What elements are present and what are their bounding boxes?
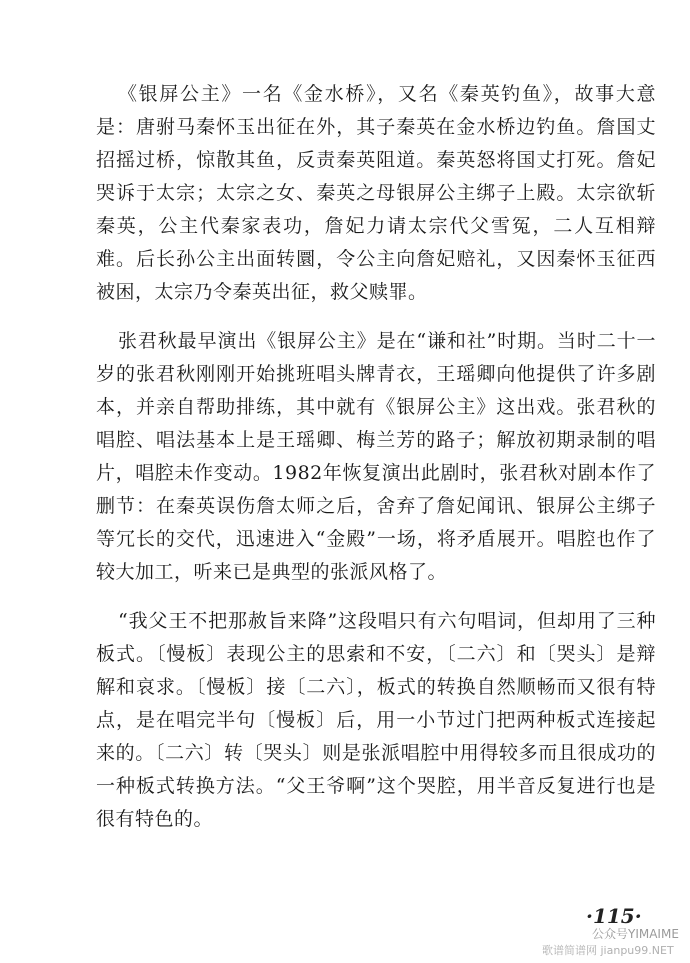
watermark-wechat: 公众号YIMAIME xyxy=(592,927,679,941)
watermark-site: 歌谱简谱网 jianpu99.NET xyxy=(542,944,674,957)
page-number: ·115· xyxy=(586,904,642,928)
paragraph-analysis: “我父王不把那赦旨来降”这段唱只有六句唱词，但却用了三种板式。〔慢板〕表现公主的思索和不安，〔二六〕和〔哭头〕是辩解和哀求。〔慢板〕接〔二六〕，板式的转换自然顺畅而又很有特点，是在唱完半句〔慢板〕后，用一小节过门把两种板式连接起来的。〔二六〕转〔哭头〕则是张派唱腔中用得较多而且很成功的一种板式转换方法。“父王爷啊”这个哭腔，用半音反复进行也是很有特色的。 xyxy=(96,610,656,830)
paragraph-synopsis: 《银屏公主》一名《金水桥》，又名《秦英钓鱼》，故事大意是：唐驸马秦怀玉出征在外，其子秦英在金水桥边钓鱼。詹国丈招摇过桥，惊散其鱼，反责秦英阻道。秦英怒将国丈打死。詹妃哭诉于太宗；太宗之女、秦英之母银屏公主绑子上殿。太宗欲斩秦英，公主代秦家表功，詹妃力请太宗代父雪冤，二人互相辩难。后长孙公主出面转圜，令公主向詹妃赔礼，又因秦怀玉征西被困，太宗乃令秦英出征，救父赎罪。 xyxy=(96,83,656,303)
paragraph-history: 张君秋最早演出《银屏公主》是在“谦和社”时期。当时二十一岁的张君秋刚刚开始挑班唱头牌青衣，王瑶卿向他提供了许多剧本，并亲自帮助排练，其中就有《银屏公主》这出戏。张君秋的唱腔、唱法基本上是王瑶卿、梅兰芳的路子；解放初期录制的唱片，唱腔未作变动。1982年恢复演出此剧时，张君秋对剧本作了删节：在秦英误伤詹太师之后，舍弃了詹妃闻讯、银屏公主绑子等冗长的交代，迅速进入“金殿”一场，将矛盾展开。唱腔也作了较大加工，听来已是典型的张派风格了。 xyxy=(96,330,656,583)
